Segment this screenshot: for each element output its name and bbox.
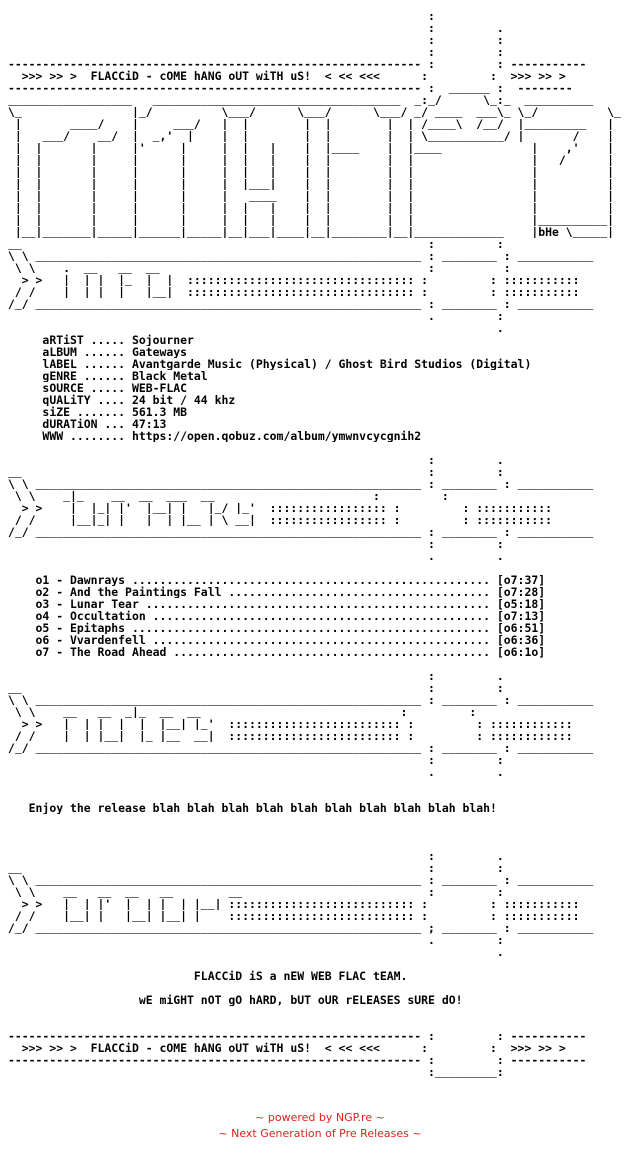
nfo-line: \ \ __ __ _|_ __ __ : : — [8, 706, 587, 718]
nfo-line: __ : : — [8, 682, 594, 694]
nfo-line: | | | | | | | | | | | | |__________| — [8, 214, 614, 226]
nfo-line: \ \ _|_ __ __ ___ __ : : — [8, 490, 580, 502]
nfo-line: . — [8, 946, 594, 958]
nfo-line: ------------------------------------------------------------ : : ----------- — [8, 58, 587, 70]
nfo-line: wE miGHT nOT gO hARD, bUT oUR rELEASES sURE dO! — [8, 994, 463, 1006]
nfo-line: : . — [8, 850, 594, 862]
nfo-line: aRTiST ..... Sojourner — [8, 334, 194, 346]
nfo-line: ------------------------------------------------------------ : : ----------- — [8, 1030, 587, 1042]
nfo-line — [8, 958, 632, 970]
nfo-line: \_ |_/ \___/ \___/ \___/ _/ ____ ___\_ \_/ \_ — [8, 106, 621, 118]
nfo-line: : : — [8, 538, 594, 550]
nfo-line: o1 - Dawnrays .................................................... [o7:37] — [8, 574, 546, 586]
nfo-line: > > | | |' | | | | |__| ::::::::::::::::::::::::::: : : ::::::::::: — [8, 898, 587, 910]
nfo-line: o3 - Lunar Tear .................................................. [o5:18] — [8, 598, 546, 610]
nfo-line: : . — [8, 670, 539, 682]
nfo-line: Enjoy the release blah blah blah blah blah blah blah blah blah blah! — [8, 802, 497, 814]
nfo-line: \ \ . __ __ __ : : — [8, 262, 594, 274]
nfo-line: siZE ....... 561.3 MB — [8, 406, 188, 418]
nfo-line: o6 - Vvardenfell ................................................. [o6:36] — [8, 634, 546, 646]
nfo-line: | | | | | | | | | | | | | | — [8, 166, 614, 178]
nfo-line: gENRE ...... Black Metal — [8, 370, 208, 382]
nfo-line: __ : : — [8, 238, 594, 250]
nfo-line: : . — [8, 22, 566, 34]
nfo-line: |__|_______|_____|______|_____|__|___|____|__|________|__|_____________ |bHe \_____| — [8, 226, 614, 238]
nfo-line: : — [8, 10, 566, 22]
nfo-line: ------------------------------------------------------------ : : ----------- — [8, 1054, 587, 1066]
nfo-line: . : — [8, 310, 594, 322]
nfo-line: __ : : — [8, 466, 594, 478]
nfo-line: > > | |_| |' |__| | |_/ |_' ::::::::::::::::: : : ::::::::::: — [8, 502, 559, 514]
nfo-line: __ : : — [8, 862, 594, 874]
nfo-line: o7 - The Road Ahead .............................................. [o6:1o] — [8, 646, 546, 658]
nfo-line: \ \ ________________________________________________________ : ________ : ___________ — [8, 478, 594, 490]
nfo-line: >>> >> > FLACCiD - cOME hANG oUT wiTH uS! < << <<< : : >>> >> > — [8, 70, 573, 82]
nfo-line: /_/ ________________________________________________________ : ________ : ___________ — [8, 742, 594, 754]
nfo-line — [8, 658, 632, 670]
nfo-line: / / | | |__| |_ |__ __| ::::::::::::::::::::::::: : : :::::::::::: — [8, 730, 580, 742]
nfo-line: > > | | | | | |__| |_' ::::::::::::::::::::::::: : : :::::::::::: — [8, 718, 580, 730]
footer — [0, 1110, 640, 1142]
nfo-line: | ____/ | ___/ | | | | | | /____\ /__/ |_________ | — [8, 118, 614, 130]
nfo-line: | | | | | | | | | | | | | / | — [8, 154, 614, 166]
powered-by-text: ~ powered by NGP.re ~ — [255, 1111, 385, 1124]
nfo-ascii-art — [8, 10, 632, 1078]
nfo-line: __________________ ____________________________________ _:_/ \_:_ __________ — [8, 94, 594, 106]
nfo-line: | | | | | | | | | | | | | | — [8, 202, 614, 214]
nfo-line: FLACCiD iS a nEW WEB FLAC tEAM. — [8, 970, 408, 982]
nfo-line: | ___/ __/ | _,' | | | | | | | \___________/ | / | — [8, 130, 614, 142]
nfo-line: \ \ ________________________________________________________ : ________ : ___________ — [8, 874, 594, 886]
nfo-line: \ \ __ __ __ __ __ : : — [8, 886, 594, 898]
nfo-line: : : — [8, 34, 566, 46]
nfo-line: : : — [8, 754, 594, 766]
nfo-line — [8, 814, 632, 826]
nfo-line: >>> >> > FLACCiD - cOME hANG oUT wiTH uS! < << <<< : : >>> >> > — [8, 1042, 573, 1054]
nfo-line — [8, 790, 632, 802]
nfo-line: /_/ ________________________________________________________ ; ________ : ___________ — [8, 922, 594, 934]
nfo-line: . . — [8, 766, 594, 778]
nfo-line: > > | | | |_ | | ::::::::::::::::::::::::::::::::: : : ::::::::::: — [8, 274, 587, 286]
nfo-line: lABEL ...... Avantgarde Music (Physical) / Ghost Bird Studios (Digital) — [8, 358, 532, 370]
nfo-line — [8, 1018, 632, 1030]
footer-tagline: ~ Next Generation of Pre Releases ~ — [218, 1127, 422, 1140]
nfo-line: /_/ ________________________________________________________ : ________ : ___________ — [8, 526, 594, 538]
nfo-line: o2 - And the Paintings Fall ...................................... [o7:28] — [8, 586, 546, 598]
nfo-line — [8, 982, 632, 994]
nfo-line: / / | | | | |__| ::::::::::::::::::::::::::::::::: : : ::::::::::: — [8, 286, 587, 298]
nfo-line: o5 - Epitaphs .................................................... [o6:51] — [8, 622, 546, 634]
nfo-line: /_/ ________________________________________________________ : ________ : ___________ — [8, 298, 594, 310]
nfo-line: / / |__| | |__| |__| | ::::::::::::::::::::::::::: : : ::::::::::: — [8, 910, 587, 922]
nfo-line: . : — [8, 934, 594, 946]
nfo-line: | | | | | | |___| | | | | | | — [8, 178, 614, 190]
nfo-line: : : — [8, 46, 566, 58]
nfo-line — [8, 838, 632, 850]
nfo-line — [8, 442, 632, 454]
nfo-line: / / |__|_| | | | |__ | \ __| ::::::::::::::::: : : ::::::::::: — [8, 514, 559, 526]
nfo-line — [8, 562, 632, 574]
nfo-line: . — [8, 322, 594, 334]
nfo-line: o4 - Occultation ................................................. [o7:13] — [8, 610, 546, 622]
nfo-line: ------------------------------------------------------------ : ______ : -------- — [8, 82, 573, 94]
nfo-line — [8, 826, 632, 838]
nfo-line: : . — [8, 454, 594, 466]
nfo-line: \ \ ________________________________________________________ : ________ : ___________ — [8, 694, 594, 706]
nfo-line: | | | |' | | | | | |____ | |____ | ,' | — [8, 142, 614, 154]
nfo-line: aLBUM ...... Gateways — [8, 346, 188, 358]
nfo-line: dURATiON ... 47:13 — [8, 418, 167, 430]
nfo-line: WWW ........ https://open.qobuz.com/album/ymwnvcycgnih2 — [8, 430, 422, 442]
nfo-line: . . — [8, 550, 594, 562]
nfo-line — [8, 1006, 632, 1018]
nfo-line: | | | | | | ____ | | | | | | — [8, 190, 614, 202]
nfo-line — [8, 778, 632, 790]
nfo-line: qUALiTY .... 24 bit / 44 khz — [8, 394, 236, 406]
nfo-line: sOURCE ..... WEB-FLAC — [8, 382, 188, 394]
nfo-line: :_________: — [8, 1066, 594, 1078]
nfo-line: \ \ ________________________________________________________ : ________ : ___________ — [8, 250, 594, 262]
